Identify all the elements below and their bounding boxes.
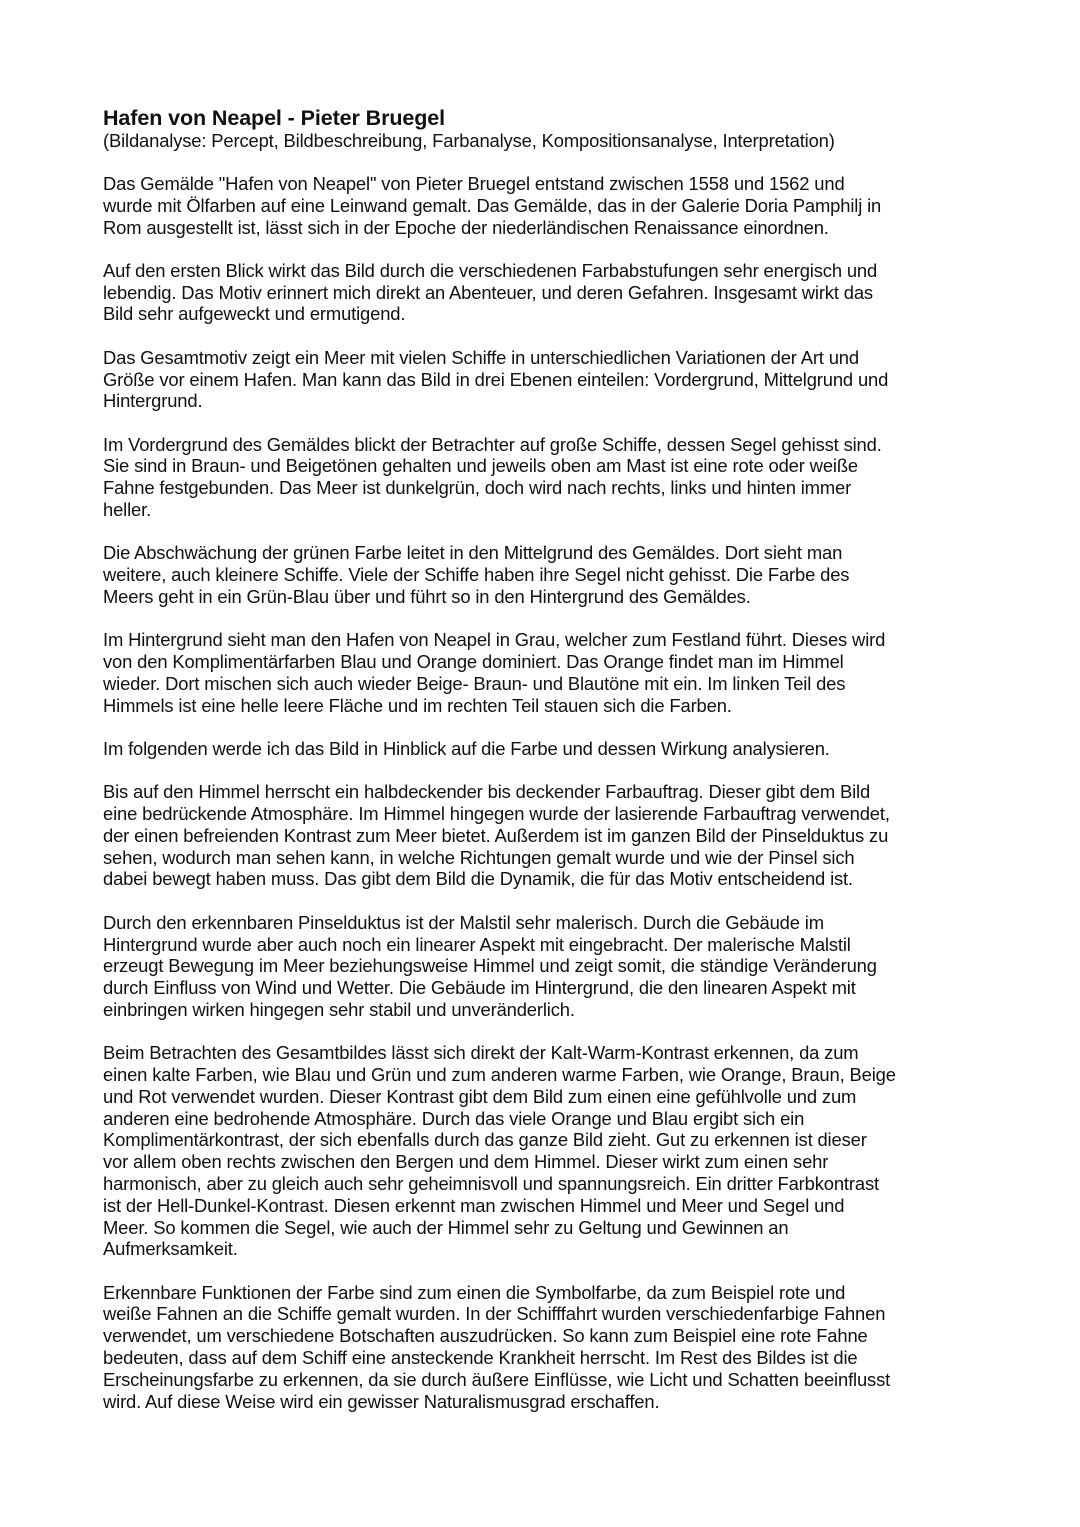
paragraph: [103, 347, 1003, 412]
text-line: Hintergrund.: [103, 390, 203, 412]
text-line: Himmels ist eine helle leere Fläche und im rechten Teil stauen sich die Farben.: [103, 694, 732, 716]
paragraph: [103, 434, 1003, 521]
paragraph: [103, 260, 1003, 325]
paragraph: [103, 629, 1003, 716]
paragraph: [103, 1042, 1003, 1260]
text-line: Das Gemälde "Hafen von Neapel" von Pieter Bruegel entstand zwischen 1558 und 1562 und: [103, 173, 845, 194]
paragraph: [103, 781, 1003, 890]
text-line: Größe vor einem Hafen. Man kann das Bild in drei Ebenen einteilen: Vordergrund, Mittelgrund und: [103, 368, 889, 390]
paragraph: [103, 738, 1003, 760]
paragraph: [103, 542, 1003, 607]
text-line: einbringen wirken hingegen sehr stabil und unveränderlich.: [103, 998, 575, 1020]
text-line: Die Abschwächung der grünen Farbe leitet in den Mittelgrund des Gemäldes. Dort sieht man: [103, 542, 843, 564]
text-line: Auf den ersten Blick wirkt das Bild durch die verschiedenen Farbabstufungen sehr energisch und: [103, 259, 878, 281]
text-line: einen kalte Farben, wie Blau und Grün und zum anderen warme Farben, wie Orange, Braun, Beige: [103, 1064, 896, 1085]
paragraph: [103, 912, 1003, 1021]
text-line: Erkennbare Funktionen der Farbe sind zum einen die Symbolfarbe, da zum Beispiel rote und: [103, 1281, 846, 1303]
text-line: und Rot verwendet wurden. Dieser Kontrast gibt dem Bild zum einen eine gefühlvolle und zum: [103, 1085, 857, 1107]
text-line: vor allem oben rechts zwischen den Bergen und dem Himmel. Dieser wirkt zum einen sehr: [103, 1151, 829, 1173]
text-line: Aufmerksamkeit.: [103, 1238, 238, 1260]
text-line: sehen, wodurch man sehen kann, in welche Richtungen gemalt wurde und wie der Pinsel sich: [103, 846, 855, 868]
text-line: dabei bewegt haben muss. Das gibt dem Bild die Dynamik, die für das Motiv entscheidend ist.: [103, 868, 853, 890]
text-line: weiße Fahnen an die Schiffe gemalt wurden. In der Schifffahrt wurden verschiedenfarbige Fahnen: [103, 1303, 886, 1325]
text-line: erzeugt Bewegung im Meer beziehungsweise Himmel und zeigt somit, die ständige Veränderung: [103, 955, 877, 977]
text-line: durch Einfluss von Wind und Wetter. Die Gebäude im Hintergrund, die den linearen Aspekt mit: [103, 977, 856, 999]
text-line: wird. Auf diese Weise wird ein gewisser Naturalismusgrad erschaffen.: [103, 1390, 660, 1412]
text-line: Das Gesamtmotiv zeigt ein Meer mit vielen Schiffe in unterschiedlichen Variationen der Art und: [103, 346, 859, 368]
text-line: Im Vordergrund des Gemäldes blickt der Betrachter auf große Schiffe, dessen Segel gehisst sind.: [103, 433, 882, 455]
text-line: Beim Betrachten des Gesamtbildes lässt sich direkt der Kalt-Warm-Kontrast erkennen, da zum: [103, 1042, 859, 1064]
text-line: bedeuten, dass auf dem Schiff eine ansteckende Krankheit herrscht. Im Rest des Bildes ist die: [103, 1347, 858, 1369]
text-line: wurde mit Ölfarben auf eine Leinwand gemalt. Das Gemälde, das in der Galerie Doria Pamphilj in: [103, 194, 882, 216]
text-line: Im folgenden werde ich das Bild in Hinblick auf die Farbe und dessen Wirkung analysieren.: [103, 737, 830, 759]
document-subtitle: (Bildanalyse: Percept, Bildbeschreibung, Farbanalyse, Kompositionsanalyse, Interpretation): [103, 130, 835, 151]
text-line: Meers geht in ein Grün-Blau über und führt so in den Hintergrund des Gemäldes.: [103, 585, 751, 607]
text-line: Hintergrund wurde aber auch noch ein linearer Aspekt mit eingebracht. Der malerische Malstil: [103, 933, 851, 955]
text-line: Sie sind in Braun- und Beigetönen gehalten und jeweils oben am Mast ist eine rote oder weiße: [103, 455, 858, 477]
text-line: Durch den erkennbaren Pinselduktus ist der Malstil sehr malerisch. Durch die Gebäude im: [103, 911, 824, 933]
text-line: Im Hintergrund sieht man den Hafen von Neapel in Grau, welcher zum Festland führt. Dieses wird: [103, 629, 886, 651]
text-line: Fahne festgebunden. Das Meer ist dunkelgrün, doch wird nach rechts, links und hinten immer: [103, 477, 852, 499]
text-line: wieder. Dort mischen sich auch wieder Beige- Braun- und Blautöne mit ein. Im linken Teil des: [103, 672, 846, 694]
text-line: Meer. So kommen die Segel, wie auch der Himmel sehr zu Geltung und Gewinnen an: [103, 1216, 789, 1238]
document-body: [103, 173, 1003, 1412]
text-line: lebendig. Das Motiv erinnert mich direkt an Abenteuer, und deren Gefahren. Insgesamt wirkt das: [103, 281, 873, 303]
text-line: weitere, auch kleinere Schiffe. Viele der Schiffe haben ihre Segel nicht gehisst. Die Farbe des: [103, 564, 850, 586]
text-line: ist der Hell-Dunkel-Kontrast. Diesen erkennt man zwischen Himmel und Meer und Segel und: [103, 1194, 845, 1216]
document-page: [103, 106, 1003, 1434]
text-line: harmonisch, aber zu gleich auch sehr geheimnisvoll und spannungsreich. Ein dritter Farbkontrast: [103, 1172, 879, 1194]
paragraph: [103, 173, 1003, 238]
text-line: Rom ausgestellt ist, lässt sich in der Epoche der niederländischen Renaissance einordnen.: [103, 216, 829, 238]
paragraph: [103, 1282, 1003, 1413]
text-line: Erscheinungsfarbe zu erkennen, da sie durch äußere Einflüsse, wie Licht und Schatten beeinflusst: [103, 1368, 891, 1390]
text-line: Bild sehr aufgeweckt und ermutigend.: [103, 303, 406, 325]
text-line: von den Komplimentärfarben Blau und Orange dominiert. Das Orange findet man im Himmel: [103, 651, 844, 673]
text-line: eine bedrückende Atmosphäre. Im Himmel hingegen wurde der lasierende Farbauftrag verwendet,: [103, 803, 890, 825]
text-line: der einen befreienden Kontrast zum Meer bietet. Außerdem ist im ganzen Bild der Pinselduktus zu: [103, 824, 889, 846]
text-line: verwendet, um verschiedene Botschaften auszudrücken. So kann zum Beispiel eine rote Fahne: [103, 1325, 868, 1347]
text-line: Komplimentärkontrast, der sich ebenfalls durch das ganze Bild zieht. Gut zu erkennen ist dieser: [103, 1129, 867, 1151]
text-line: Bis auf den Himmel herrscht ein halbdeckender bis deckender Farbauftrag. Dieser gibt dem Bild: [103, 781, 871, 803]
document-title: Hafen von Neapel - Pieter Bruegel: [103, 106, 445, 130]
text-line: heller.: [103, 499, 152, 521]
text-line: anderen eine bedrohende Atmosphäre. Durch das viele Orange und Blau ergibt sich ein: [103, 1107, 805, 1129]
